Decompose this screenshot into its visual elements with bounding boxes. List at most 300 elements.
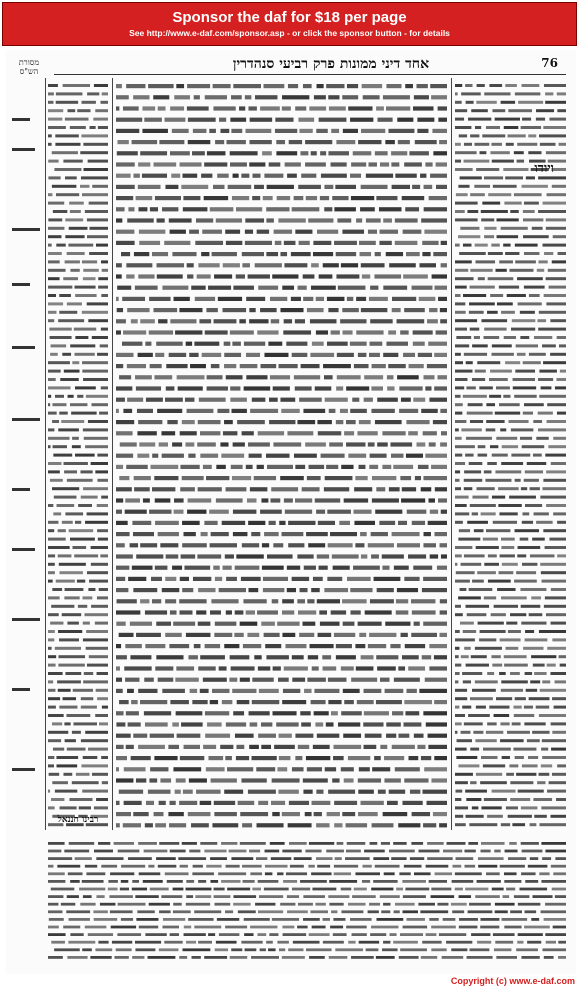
text-line-stroke bbox=[501, 538, 515, 541]
text-line-stroke bbox=[256, 767, 275, 771]
text-line-stroke bbox=[309, 465, 325, 469]
text-line-stroke bbox=[95, 714, 108, 717]
text-line-stroke bbox=[159, 842, 179, 845]
text-line-stroke bbox=[504, 872, 517, 875]
text-line-stroke bbox=[127, 689, 134, 693]
text-line-stroke bbox=[459, 252, 486, 255]
text-line-stroke bbox=[69, 227, 88, 230]
text-line-stroke bbox=[100, 903, 116, 906]
text-line-stroke bbox=[153, 95, 169, 99]
text-line-stroke bbox=[293, 941, 320, 944]
text-line-stroke bbox=[346, 442, 365, 446]
text-line-stroke bbox=[356, 297, 366, 301]
text-line-stroke bbox=[185, 442, 194, 446]
text-line-stroke bbox=[527, 462, 546, 465]
text-line-stroke bbox=[484, 235, 494, 238]
text-line-stroke bbox=[200, 655, 225, 659]
text-line-stroke bbox=[459, 918, 478, 921]
text-line-stroke bbox=[515, 479, 521, 482]
text-line-stroke bbox=[424, 230, 447, 234]
text-line-stroke bbox=[92, 336, 108, 339]
text-line-stroke bbox=[447, 842, 466, 845]
text-line-stroke bbox=[248, 106, 256, 110]
text-line-stroke bbox=[167, 880, 183, 883]
text-line-stroke bbox=[267, 554, 293, 558]
text-line-stroke bbox=[522, 563, 537, 566]
text-line-stroke bbox=[350, 174, 361, 178]
text-line-stroke bbox=[303, 84, 312, 88]
text-line-stroke bbox=[298, 286, 307, 290]
text-line-stroke bbox=[455, 697, 467, 700]
text-line-stroke bbox=[48, 655, 56, 658]
text-line-stroke bbox=[137, 910, 154, 913]
text-line-stroke bbox=[73, 689, 93, 692]
text-line-stroke bbox=[557, 521, 566, 524]
text-line-stroke bbox=[495, 903, 515, 906]
text-line-stroke bbox=[223, 566, 232, 570]
text-line-stroke bbox=[419, 297, 436, 301]
text-line-stroke bbox=[116, 622, 125, 626]
text-line-stroke bbox=[400, 933, 423, 936]
text-line-stroke bbox=[539, 714, 566, 717]
sponsor-subtitle[interactable]: See http://www.e-daf.com/sponsor.asp - or click the sponsor button - for details bbox=[129, 28, 450, 38]
text-line-stroke bbox=[363, 722, 383, 726]
text-line-stroke bbox=[243, 644, 261, 648]
text-line-stroke bbox=[354, 487, 372, 491]
text-line-stroke bbox=[530, 680, 540, 683]
text-line-stroke bbox=[385, 140, 395, 144]
text-line-stroke bbox=[455, 773, 473, 776]
text-line-stroke bbox=[202, 230, 222, 234]
text-line-stroke bbox=[558, 252, 566, 255]
text-line-stroke bbox=[206, 308, 217, 312]
text-line-stroke bbox=[350, 118, 373, 122]
text-line-stroke bbox=[142, 106, 155, 110]
text-line-stroke bbox=[288, 948, 303, 951]
text-line-stroke bbox=[83, 277, 96, 280]
text-line-stroke bbox=[514, 395, 536, 398]
text-line-stroke bbox=[344, 700, 354, 704]
text-line-stroke bbox=[279, 948, 285, 951]
text-line-stroke bbox=[264, 353, 288, 357]
text-line-stroke bbox=[436, 162, 447, 166]
text-line-stroke bbox=[126, 274, 134, 278]
text-line-stroke bbox=[65, 588, 84, 591]
text-line-stroke bbox=[434, 386, 447, 390]
text-line-stroke bbox=[334, 801, 357, 805]
text-line-stroke bbox=[145, 722, 168, 726]
text-line-stroke bbox=[226, 241, 242, 245]
text-line-stroke bbox=[145, 610, 167, 614]
text-line-stroke bbox=[222, 700, 233, 704]
text-line-stroke bbox=[523, 647, 543, 650]
text-line-stroke bbox=[63, 697, 76, 700]
text-line-stroke bbox=[332, 778, 339, 782]
text-line-stroke bbox=[470, 504, 496, 507]
text-line-stroke bbox=[142, 174, 167, 178]
text-line-stroke bbox=[48, 689, 55, 692]
text-line-stroke bbox=[434, 532, 447, 536]
text-line-stroke bbox=[391, 454, 403, 458]
text-line-stroke bbox=[513, 748, 536, 751]
text-line-stroke bbox=[315, 903, 325, 906]
text-line-stroke bbox=[304, 689, 311, 693]
text-line-stroke bbox=[515, 260, 536, 263]
text-line-stroke bbox=[313, 745, 330, 749]
text-line-stroke bbox=[223, 308, 247, 312]
text-line-stroke bbox=[551, 748, 566, 751]
text-line-stroke bbox=[183, 207, 208, 211]
text-line-stroke bbox=[208, 286, 231, 290]
text-line-stroke bbox=[386, 342, 408, 346]
text-line-stroke bbox=[280, 308, 303, 312]
text-line-stroke bbox=[495, 941, 513, 944]
text-line-stroke bbox=[126, 263, 152, 267]
text-line-stroke bbox=[464, 647, 471, 650]
text-line-stroke bbox=[542, 680, 550, 683]
text-line-stroke bbox=[316, 857, 333, 860]
text-line-stroke bbox=[425, 162, 432, 166]
text-line-stroke bbox=[412, 286, 433, 290]
text-line-stroke bbox=[288, 543, 304, 547]
text-line-stroke bbox=[355, 543, 364, 547]
text-line-stroke bbox=[116, 801, 120, 805]
text-line-stroke bbox=[347, 842, 366, 845]
text-line-stroke bbox=[117, 286, 131, 290]
text-line-stroke bbox=[482, 134, 505, 137]
text-line-stroke bbox=[213, 566, 219, 570]
text-line-stroke bbox=[414, 734, 424, 738]
text-line-stroke bbox=[272, 812, 279, 816]
text-line-stroke bbox=[54, 168, 81, 171]
text-line-stroke bbox=[179, 308, 202, 312]
text-line-stroke bbox=[139, 442, 155, 446]
text-line-stroke bbox=[334, 241, 357, 245]
text-line-stroke bbox=[48, 554, 55, 557]
text-line-stroke bbox=[256, 857, 267, 860]
text-line-stroke bbox=[260, 308, 277, 312]
text-line-stroke bbox=[466, 664, 489, 667]
text-line-stroke bbox=[57, 680, 81, 683]
sponsor-banner[interactable] bbox=[2, 2, 577, 46]
text-line-stroke bbox=[389, 487, 400, 491]
text-line-stroke bbox=[61, 420, 84, 423]
text-line-stroke bbox=[527, 941, 541, 944]
text-line-stroke bbox=[102, 92, 108, 95]
text-line-stroke bbox=[438, 498, 447, 502]
text-line-stroke bbox=[77, 580, 85, 583]
text-line-stroke bbox=[549, 118, 566, 121]
text-line-stroke bbox=[282, 633, 295, 637]
text-line-stroke bbox=[87, 664, 108, 667]
text-line-stroke bbox=[83, 143, 108, 146]
text-line-stroke bbox=[472, 512, 478, 515]
text-line-stroke bbox=[244, 933, 253, 936]
text-line-stroke bbox=[205, 644, 221, 648]
text-line-stroke bbox=[48, 956, 63, 959]
text-line-stroke bbox=[506, 143, 514, 146]
text-line-stroke bbox=[455, 798, 461, 801]
text-line-stroke bbox=[257, 465, 264, 469]
text-line-stroke bbox=[214, 895, 231, 898]
text-line-stroke bbox=[48, 504, 53, 507]
text-line-stroke bbox=[62, 353, 71, 356]
text-line-stroke bbox=[136, 918, 158, 921]
text-line-stroke bbox=[128, 207, 134, 211]
text-line-stroke bbox=[455, 630, 460, 633]
text-line-stroke bbox=[196, 790, 221, 794]
text-line-stroke bbox=[396, 599, 408, 603]
text-line-stroke bbox=[214, 319, 237, 323]
text-line-stroke bbox=[68, 109, 76, 112]
text-line-stroke bbox=[487, 462, 497, 465]
text-line-stroke bbox=[328, 308, 338, 312]
text-line-stroke bbox=[468, 842, 478, 845]
text-line-stroke bbox=[402, 196, 425, 200]
text-line-stroke bbox=[119, 476, 129, 480]
text-line-stroke bbox=[100, 554, 108, 557]
text-line-stroke bbox=[192, 956, 201, 959]
text-line-stroke bbox=[344, 431, 354, 435]
text-line-stroke bbox=[59, 412, 67, 415]
text-line-stroke bbox=[404, 308, 425, 312]
text-line-stroke bbox=[548, 445, 566, 448]
text-line-stroke bbox=[277, 872, 283, 875]
text-line-stroke bbox=[455, 277, 474, 280]
text-line-stroke bbox=[130, 655, 151, 659]
text-line-stroke bbox=[299, 129, 312, 133]
text-line-stroke bbox=[272, 918, 299, 921]
text-line-stroke bbox=[342, 95, 358, 99]
text-line-stroke bbox=[240, 364, 258, 368]
text-line-stroke bbox=[426, 865, 449, 868]
text-line-stroke bbox=[92, 185, 108, 188]
text-line-stroke bbox=[239, 319, 246, 323]
text-line-stroke bbox=[220, 442, 228, 446]
text-line-stroke bbox=[425, 386, 431, 390]
text-line-stroke bbox=[455, 672, 460, 675]
text-line-stroke bbox=[192, 151, 205, 155]
text-line-stroke bbox=[315, 722, 323, 726]
text-line-stroke bbox=[195, 297, 215, 301]
text-line-stroke bbox=[412, 812, 430, 816]
gemara-column bbox=[114, 78, 449, 830]
text-line-stroke bbox=[94, 806, 108, 809]
text-line-stroke bbox=[508, 857, 526, 860]
text-line-stroke bbox=[329, 880, 357, 883]
text-line-stroke bbox=[455, 888, 463, 891]
text-line-stroke bbox=[455, 109, 467, 112]
text-line-stroke bbox=[429, 196, 447, 200]
text-line-stroke bbox=[521, 872, 535, 875]
text-line-stroke bbox=[247, 633, 259, 637]
text-line-stroke bbox=[228, 185, 252, 189]
text-line-stroke bbox=[352, 933, 367, 936]
text-line-stroke bbox=[483, 538, 498, 541]
text-line-stroke bbox=[326, 465, 338, 469]
text-line-stroke bbox=[233, 510, 256, 514]
text-line-stroke bbox=[91, 403, 108, 406]
text-line-stroke bbox=[545, 933, 566, 936]
text-line-stroke bbox=[51, 344, 67, 347]
text-line-stroke bbox=[464, 353, 487, 356]
text-line-stroke bbox=[48, 437, 70, 440]
text-line-stroke bbox=[333, 918, 345, 921]
text-line-stroke bbox=[94, 84, 108, 87]
text-line-stroke bbox=[484, 92, 510, 95]
text-line-stroke bbox=[123, 409, 132, 413]
text-line-stroke bbox=[252, 756, 277, 760]
text-line-stroke bbox=[116, 778, 133, 782]
text-line-stroke bbox=[188, 655, 197, 659]
text-line-stroke bbox=[455, 546, 472, 549]
text-line-stroke bbox=[48, 731, 68, 734]
text-line-stroke bbox=[138, 207, 147, 211]
text-line-stroke bbox=[455, 479, 460, 482]
text-line-stroke bbox=[482, 202, 500, 205]
text-line-stroke bbox=[140, 700, 167, 704]
text-line-stroke bbox=[282, 610, 294, 614]
text-line-stroke bbox=[504, 926, 521, 929]
text-line-stroke bbox=[48, 302, 63, 305]
text-line-stroke bbox=[116, 532, 130, 536]
text-line-stroke bbox=[544, 84, 566, 87]
text-line-stroke bbox=[214, 812, 237, 816]
text-line-stroke bbox=[182, 543, 207, 547]
text-line-stroke bbox=[537, 781, 545, 784]
text-line-stroke bbox=[226, 865, 240, 868]
text-line-stroke bbox=[139, 230, 165, 234]
text-line-stroke bbox=[48, 613, 59, 616]
text-line-stroke bbox=[364, 745, 377, 749]
text-line-stroke bbox=[238, 910, 256, 913]
text-line-stroke bbox=[458, 185, 469, 188]
text-line-stroke bbox=[291, 297, 301, 301]
text-line-stroke bbox=[528, 151, 541, 154]
text-line-stroke bbox=[205, 734, 230, 738]
text-line-stroke bbox=[465, 84, 472, 87]
text-line-stroke bbox=[246, 353, 260, 357]
text-line-stroke bbox=[190, 689, 198, 693]
text-line-stroke bbox=[481, 218, 494, 221]
text-line-stroke bbox=[419, 263, 436, 267]
text-line-stroke bbox=[225, 230, 240, 234]
text-line-stroke bbox=[48, 529, 54, 532]
text-line-stroke bbox=[269, 521, 276, 525]
text-line-stroke bbox=[193, 129, 207, 133]
text-line-stroke bbox=[162, 286, 188, 290]
text-line-stroke bbox=[124, 666, 151, 670]
text-line-stroke bbox=[481, 756, 497, 759]
text-line-stroke bbox=[48, 218, 62, 221]
text-line-stroke bbox=[224, 353, 241, 357]
text-line-stroke bbox=[90, 126, 96, 129]
text-line-stroke bbox=[75, 294, 96, 297]
text-line-stroke bbox=[201, 174, 212, 178]
text-line-stroke bbox=[88, 933, 113, 936]
text-line-stroke bbox=[249, 745, 259, 749]
text-line-stroke bbox=[191, 823, 209, 827]
text-line-stroke bbox=[82, 361, 108, 364]
text-line-stroke bbox=[170, 933, 179, 936]
text-line-stroke bbox=[51, 888, 75, 891]
text-line-stroke bbox=[158, 532, 179, 536]
text-line-stroke bbox=[48, 865, 53, 868]
text-line-stroke bbox=[51, 941, 65, 944]
text-line-stroke bbox=[116, 823, 120, 827]
text-line-stroke bbox=[134, 476, 151, 480]
text-line-stroke bbox=[377, 588, 394, 592]
text-line-stroke bbox=[492, 664, 502, 667]
commentary-text-block bbox=[46, 836, 568, 964]
text-line-stroke bbox=[522, 445, 545, 448]
text-line-stroke bbox=[260, 948, 266, 951]
text-line-stroke bbox=[174, 297, 190, 301]
text-line-stroke bbox=[48, 462, 61, 465]
text-line-stroke bbox=[59, 706, 77, 709]
text-line-stroke bbox=[462, 706, 471, 709]
text-line-stroke bbox=[371, 926, 398, 929]
text-line-stroke bbox=[544, 605, 566, 608]
text-line-stroke bbox=[180, 162, 202, 166]
text-line-stroke bbox=[193, 577, 211, 581]
text-line-stroke bbox=[403, 274, 428, 278]
text-line-stroke bbox=[138, 274, 154, 278]
text-line-stroke bbox=[312, 926, 326, 929]
text-line-stroke bbox=[555, 895, 566, 898]
text-line-stroke bbox=[539, 823, 566, 826]
text-line-stroke bbox=[102, 269, 108, 272]
text-line-stroke bbox=[74, 328, 96, 331]
text-line-stroke bbox=[70, 210, 81, 213]
text-line-stroke bbox=[85, 731, 108, 734]
text-line-stroke bbox=[455, 613, 463, 616]
margin-ref-stroke bbox=[12, 346, 35, 349]
text-line-stroke bbox=[87, 512, 108, 515]
text-line-stroke bbox=[343, 689, 360, 693]
text-line-stroke bbox=[82, 260, 97, 263]
sponsor-title[interactable]: Sponsor the daf for $18 per page bbox=[172, 9, 407, 26]
rashi-text-block bbox=[453, 78, 568, 830]
text-line-stroke bbox=[284, 666, 308, 670]
text-line-stroke bbox=[470, 697, 493, 700]
text-line-stroke bbox=[48, 378, 56, 381]
text-line-stroke bbox=[116, 420, 134, 424]
text-line-stroke bbox=[388, 129, 414, 133]
text-line-stroke bbox=[303, 274, 315, 278]
text-line-stroke bbox=[245, 230, 253, 234]
text-line-stroke bbox=[262, 566, 284, 570]
text-line-stroke bbox=[283, 880, 297, 883]
text-line-stroke bbox=[311, 872, 331, 875]
text-line-stroke bbox=[366, 948, 379, 951]
text-line-stroke bbox=[524, 926, 550, 929]
text-line-stroke bbox=[494, 948, 511, 951]
text-line-stroke bbox=[97, 454, 108, 457]
text-line-stroke bbox=[72, 445, 81, 448]
text-line-stroke bbox=[215, 622, 237, 626]
text-line-stroke bbox=[421, 756, 431, 760]
text-line-stroke bbox=[522, 512, 529, 515]
text-line-stroke bbox=[415, 140, 437, 144]
text-line-stroke bbox=[240, 678, 250, 682]
text-line-stroke bbox=[67, 956, 87, 959]
text-line-stroke bbox=[86, 395, 108, 398]
text-line-stroke bbox=[545, 101, 566, 104]
text-line-stroke bbox=[265, 865, 288, 868]
text-line-stroke bbox=[230, 386, 240, 390]
text-line-stroke bbox=[162, 454, 184, 458]
